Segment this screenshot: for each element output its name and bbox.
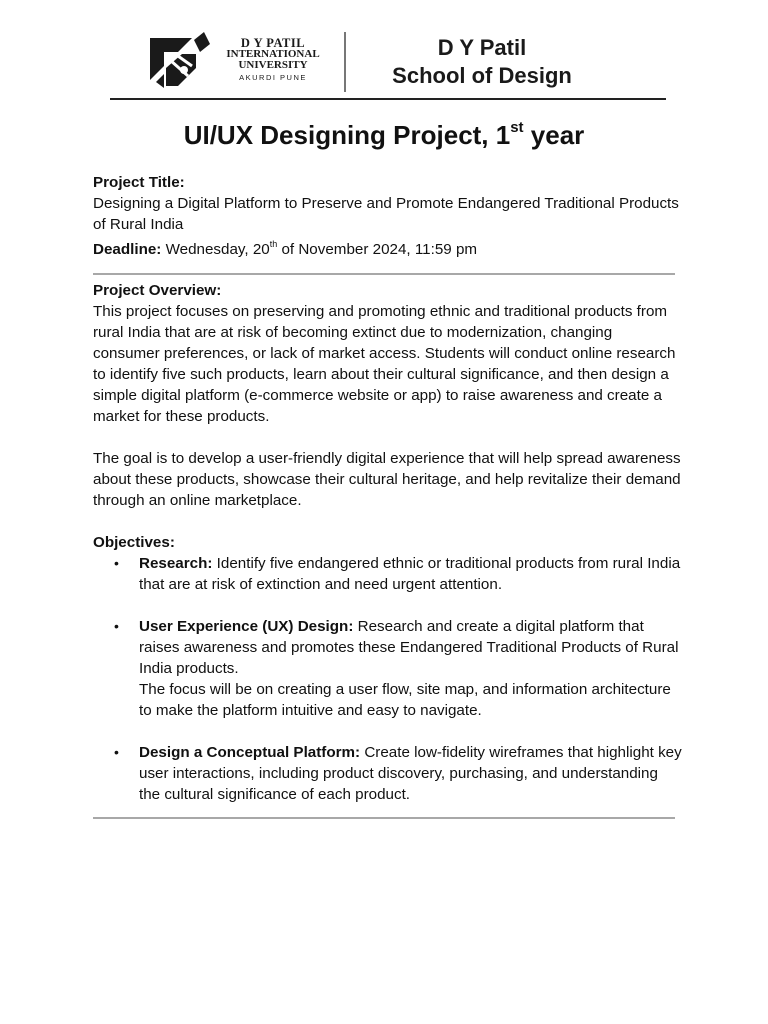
goal-paragraph: The goal is to develop a user-friendly digital experience that will help spread awareness about these products, showcase their cultural heritage, and help revitalize their demand through an online marketplace. bbox=[93, 450, 681, 510]
deadline: Deadline: Wednesday, 20th of November 2024, 11:59 pm bbox=[93, 239, 478, 259]
document-header bbox=[110, 28, 666, 100]
section-divider bbox=[93, 817, 675, 819]
list-item: • User Experience (UX) Design: Research and create a digital platform that raises awareness and promotes these Endangered Traditional Products of Rural India products. The focus will be on creating a user flow, site map, and information architecture to make the platform intuitive and easy to navigate. bbox=[93, 616, 683, 721]
project-title-text: Designing a Digital Platform to Preserve and Promote Endangered Traditional Products of Rural India bbox=[93, 195, 679, 233]
university-line: UNIVERSITY bbox=[238, 59, 308, 71]
objective-label: Research: bbox=[139, 555, 213, 573]
title-superscript: st bbox=[510, 119, 524, 137]
objectives-label: Objectives: bbox=[93, 534, 175, 552]
university-line: D Y PATIL bbox=[240, 36, 306, 50]
list-item: • Design a Conceptual Platform: Create low-fidelity wireframes that highlight key user interactions, including product discovery, purchasing, and understanding the cultural significance of each product. bbox=[114, 744, 682, 804]
objectives-list bbox=[93, 553, 683, 805]
header-divider bbox=[344, 32, 346, 92]
document-body bbox=[93, 172, 683, 819]
overview-label: Project Overview: bbox=[93, 282, 222, 300]
university-name bbox=[208, 38, 338, 83]
objective-label: Design a Conceptual Platform: bbox=[139, 744, 361, 762]
school-name bbox=[382, 34, 582, 90]
bullet-icon: • bbox=[114, 744, 119, 761]
university-location: AKURDI PUNE bbox=[239, 73, 307, 82]
overview-paragraph: This project focuses on preserving and promoting ethnic and traditional products from rural India that are at risk of becoming extinct due to modernization, changing consumer preferences, or lack of market access. Students will conduct online research to identify five such products, learn about their cultural significance, and then design a simple digital platform (e-commerce website or app) to raise awareness and create a market for these products. bbox=[93, 303, 676, 426]
school-name-line2: School of Design bbox=[392, 63, 572, 88]
list-item: • Research: Identify five endangered ethnic or traditional products from rural India that are at risk of extinction and need urgent attention. bbox=[114, 555, 681, 594]
deadline-label: Deadline: bbox=[93, 241, 162, 259]
project-title-label: Project Title: bbox=[93, 174, 185, 191]
bullet-icon: • bbox=[114, 555, 119, 572]
objective-label: User Experience (UX) Design: bbox=[139, 618, 354, 636]
section-divider bbox=[93, 273, 675, 275]
university-line: INTERNATIONAL bbox=[226, 48, 320, 60]
header-rule bbox=[110, 98, 666, 100]
page-title: UI/UX Designing Project, 1st year bbox=[183, 119, 585, 150]
dypiu-logo-icon bbox=[148, 30, 210, 92]
objective-extra: The focus will be on creating a user flow, site map, and information architecture to make the platform intuitive and easy to navigate. bbox=[139, 681, 671, 720]
bullet-icon: • bbox=[114, 618, 119, 635]
school-name-line1: D Y Patil bbox=[437, 35, 527, 60]
